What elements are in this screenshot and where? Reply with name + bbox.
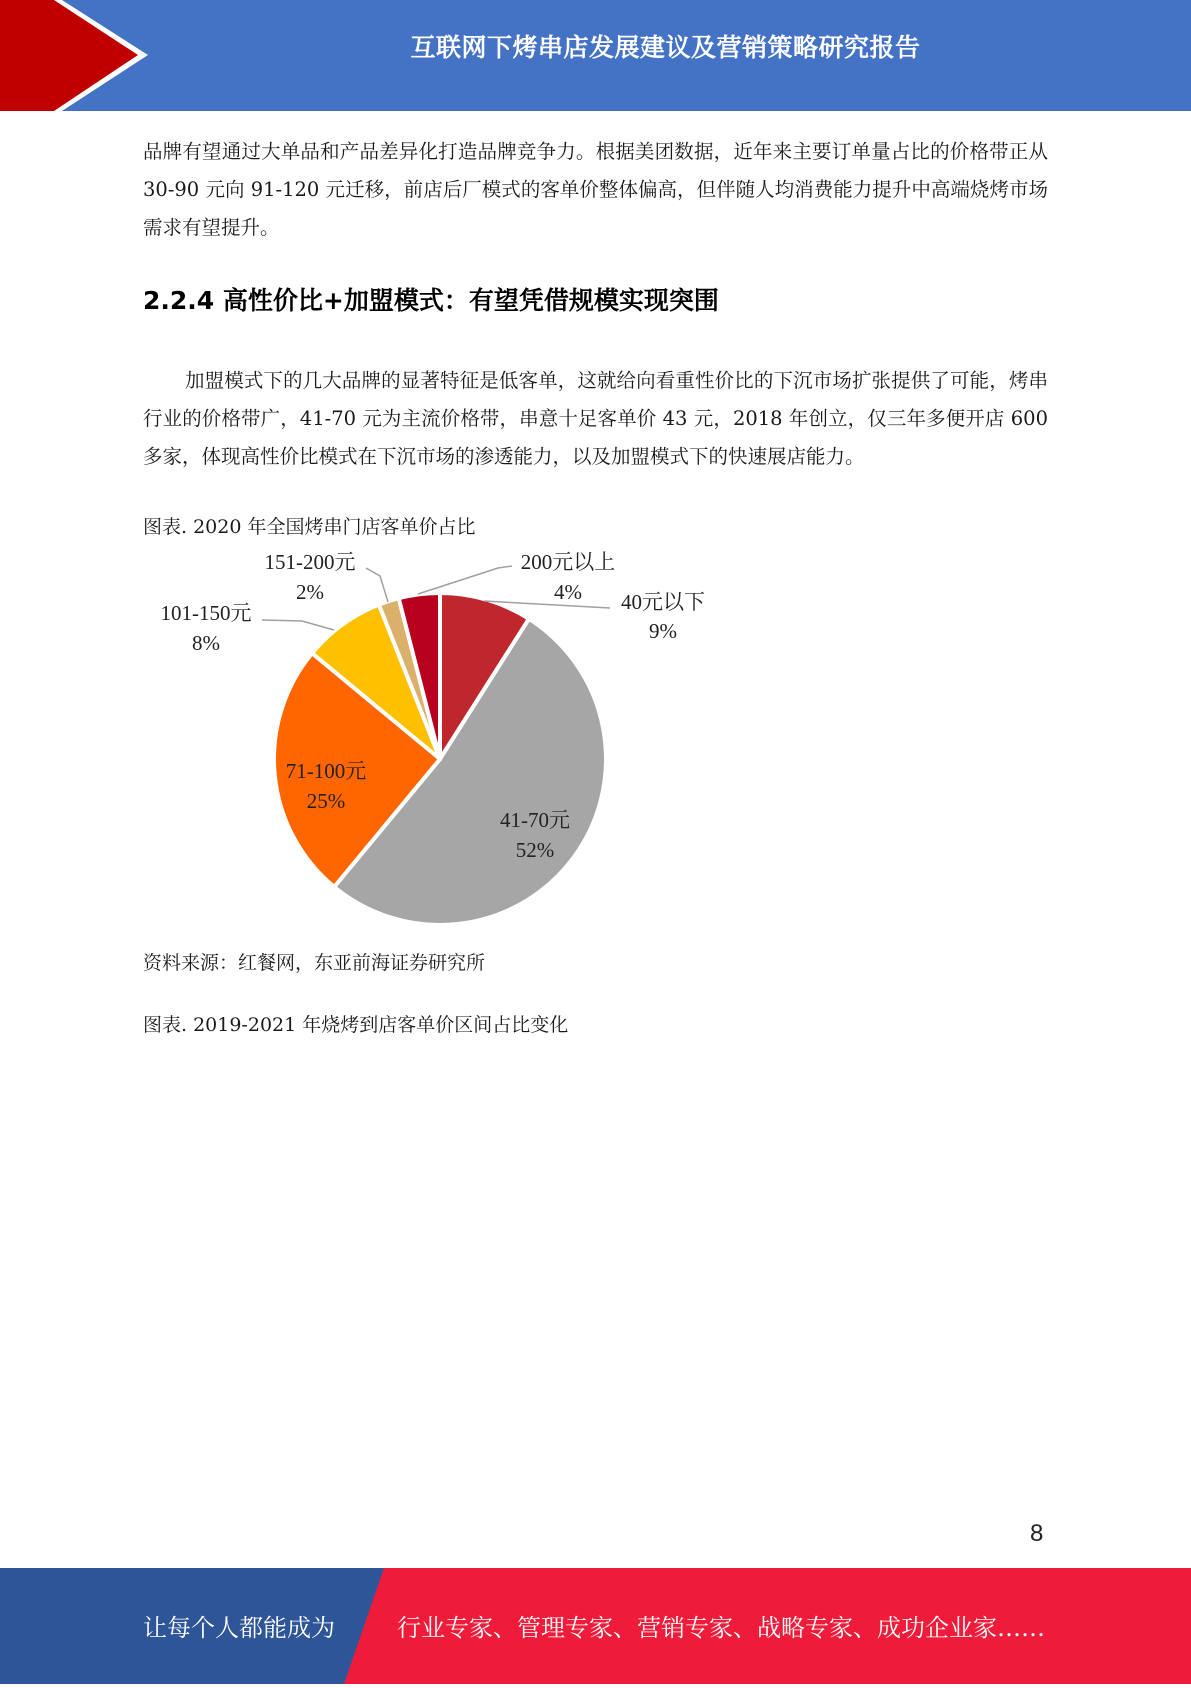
slice-label-71-100: 71-100元: [285, 759, 367, 783]
page-number: 8: [1030, 1520, 1044, 1547]
leader-line-200plus: [418, 566, 512, 594]
footer-slogan-right: 行业专家、管理专家、营销专家、战略专家、成功企业家……: [397, 1614, 1045, 1642]
slice-pct-41-70: 52%: [515, 838, 555, 862]
figure2-caption: 图表. 2019-2021 年烧烤到店客单价区间占比变化: [143, 1014, 569, 1036]
leader-line-101-150: [262, 620, 334, 630]
slice-pct-200-above: 4%: [554, 580, 582, 604]
pie-chart: [0, 0, 760, 964]
slice-pct-40-below: 9%: [649, 619, 677, 643]
leader-line-151-200: [366, 568, 388, 602]
figure1-caption: 图表. 2020 年全国烤串门店客单价占比: [143, 516, 476, 538]
footer-slogan-left: 让每个人都能成为: [143, 1614, 335, 1642]
slice-label-101-150: 101-150元: [160, 601, 252, 625]
pie-chart-svg: [0, 0, 760, 960]
slice-label-41-70: 41-70元: [500, 808, 570, 832]
slice-label-151-200: 151-200元: [264, 550, 356, 574]
paragraph-franchise: 加盟模式下的几大品牌的显著特征是低客单，这就给向看重性价比的下沉市场扩张提供了可能，烤串行业的价格带广，41-70 元为主流价格带，串意十足客单价 43 元，2018 年创立，仅三年多便开店 600 多家，体现高性价比模式在下沉市场的渗透能力，以及加盟模式下的快速展店能力。: [143, 369, 1048, 468]
paragraph-brand: 品牌有望通过大单品和产品差异化打造品牌竞争力。根据美团数据，近年来主要订单量占比的价格带正从 30-90 元向 91-120 元迁移，前店后厂模式的客单价整体偏高，但伴随人均消费能力提升中高端烧烤市场需求有望提升。: [143, 140, 1048, 239]
page-footer: [0, 1568, 1191, 1684]
slice-pct-101-150: 8%: [192, 631, 220, 655]
report-title: 互联网下烤串店发展建议及营销策略研究报告: [410, 33, 921, 62]
slice-label-200-above: 200元以上: [520, 550, 616, 574]
slice-pct-151-200: 2%: [296, 580, 324, 604]
source-note: 资料来源：红餐网，东亚前海证券研究所: [143, 952, 486, 974]
slice-label-40-below: 40元以下: [621, 590, 705, 614]
slice-pct-71-100: 25%: [306, 789, 346, 813]
section-heading: 2.2.4 高性价比+加盟模式：有望凭借规模实现突围: [143, 286, 719, 315]
